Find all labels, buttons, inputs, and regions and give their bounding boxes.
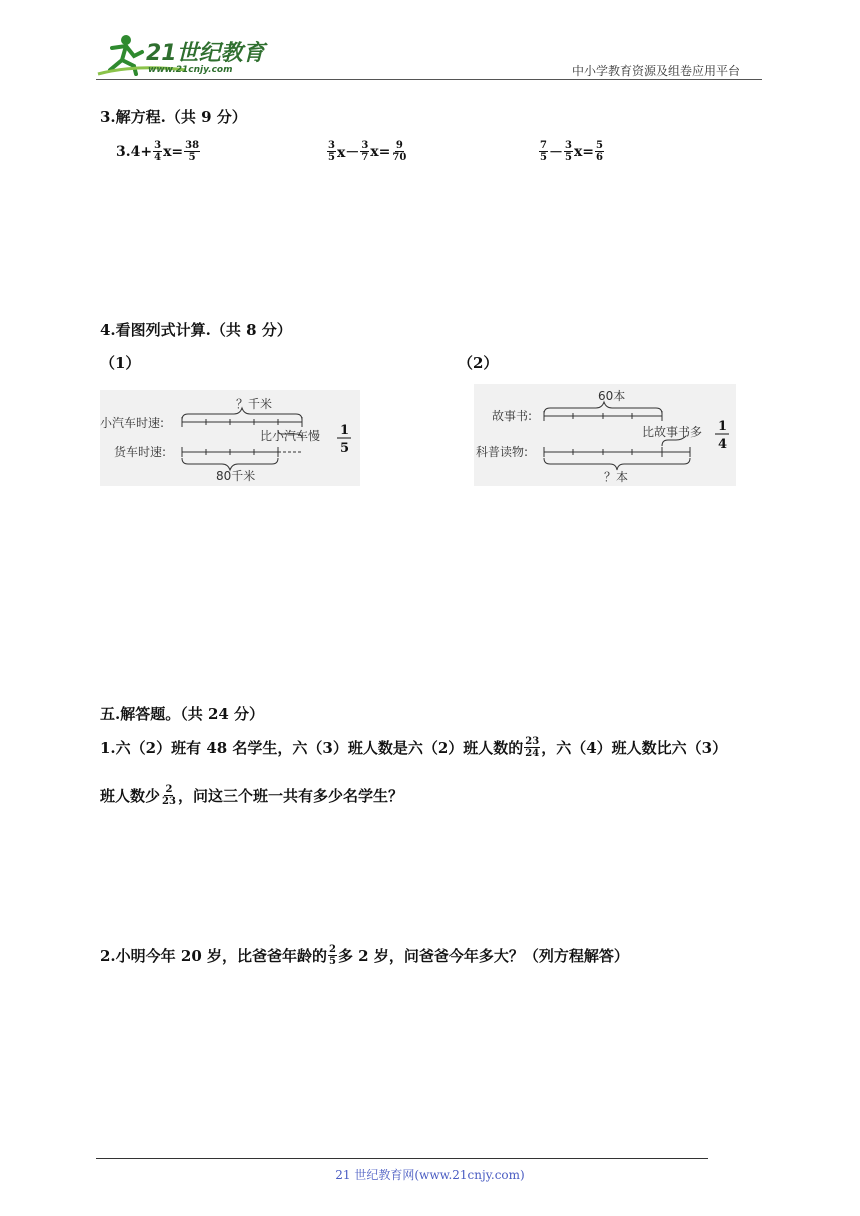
site-tagline: 中小学教育资源及组卷应用平台 [572,64,741,78]
site-logo [96,30,266,80]
diagram1-frac-num: 1 [340,423,350,438]
diagram2-row2-label: 科普读物: [476,445,529,459]
equation-2: $\frac{3}{5}$ x－ $\frac{3}{7}$ x= $\frac{9}{70}$ [328,140,407,163]
header-rule [96,79,762,80]
diagram1-frac-den: 5 [340,441,350,456]
diagram2-frac-den: 4 [718,437,728,452]
diagram2-row1-label: 故事书: [492,409,533,423]
problem-label-2: （2） [458,354,499,372]
footer-rule [96,1158,708,1159]
line-diagram-1 [100,390,360,486]
diagram1-compare-label: 比小汽车慢 [260,429,321,443]
question-2: 2.小明今年 20 岁，比爸爸年龄的 $\frac{2}{5}$ 多 2 岁，问爸爸今年多大？（列方程解答） [100,944,629,967]
line-diagram-2 [474,384,736,486]
footer-text: 21 世纪教育网(www.21cnjy.com) [335,1168,525,1182]
problem-label-1: （1） [100,354,141,372]
diagram1-row1-label: 小汽车时速: [100,416,165,430]
logo-sub-text: www.21cnjy.com [148,65,233,75]
diagram2-bottom-label: ？本 [604,470,629,484]
question-1-line-1: 1.六（2）班有 48 名学生，六（3）班人数是六（2）班人数的 $\frac{23}{24}$ ，六（4）班人数比六（3） [100,736,728,759]
diagram1-bottom-label: 80千米 [216,469,256,483]
equation-3: $\frac{7}{5}$ － $\frac{3}{5}$ x= $\frac{5}{6}$ [540,140,603,163]
diagram2-compare-label: 比故事书多 [642,425,703,439]
diagram2-frac-num: 1 [718,419,728,434]
diagram1-top-label: ？千米 [236,397,273,411]
question-1-line-2: 班人数少 $\frac{2}{23}$ ，问这三个班一共有多少名学生？ [100,784,403,807]
diagram2-top-label: 60本 [598,389,626,403]
section3-title: 3.解方程.（共 9 分） [100,108,247,126]
section4-title: 4.看图列式计算.（共 8 分） [100,321,292,339]
equation-1: 3.4+ $\frac{3}{4}$ x= $\frac{38}{5}$ [116,140,200,163]
section5-title: 五.解答题。（共 24 分） [100,705,265,723]
logo-main-text: 21世纪教育 [146,41,265,66]
diagram1-row2-label: 货车时速: [114,445,167,459]
